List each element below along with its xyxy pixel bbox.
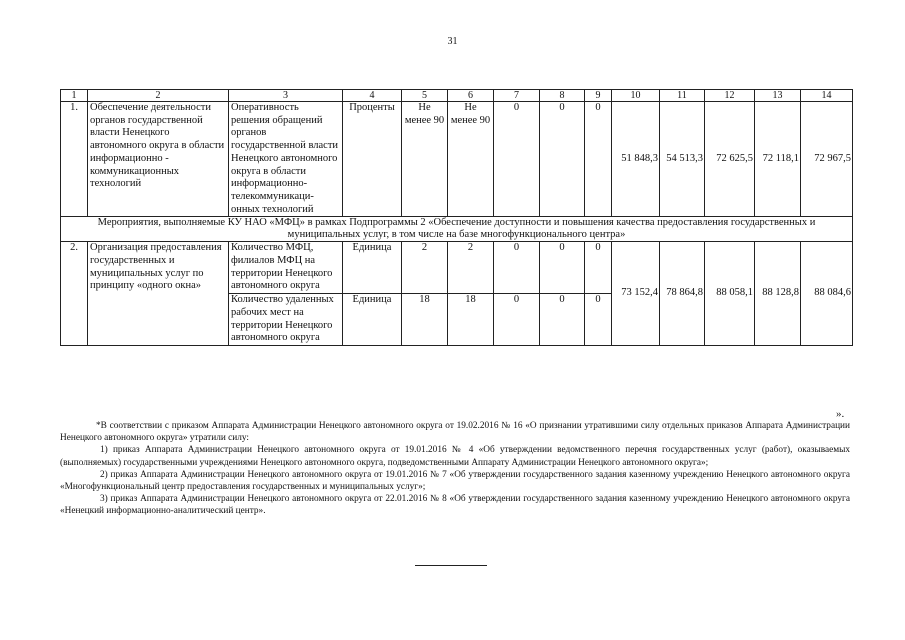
header-cell: 4 bbox=[343, 90, 402, 102]
table-row-2a bbox=[61, 242, 853, 294]
funding-cell-13: 72 118,1 bbox=[755, 102, 801, 217]
row-number: 1. bbox=[61, 102, 88, 217]
header-cell: 13 bbox=[755, 90, 801, 102]
value-cell-5: Не менее 90 bbox=[402, 102, 448, 217]
header-cell: 9 bbox=[585, 90, 612, 102]
header-cell: 10 bbox=[612, 90, 660, 102]
unit-cell: Единица bbox=[343, 294, 402, 346]
footnote-item: 1) приказ Аппарата Администрации Ненецкого автономного округа от 19.01.2016 № 4 «Об утверждении ведомственного перечня государственных услуг (работ), оказываемых (выполняемых) государственными учреждениями Ненецкого автономного округа, подведомственными Аппарату Администрации Ненецкого автономного округа»; bbox=[60, 445, 850, 468]
header-cell: 2 bbox=[88, 90, 229, 102]
footnote-item: 2) приказ Аппарата Администрации Ненецкого автономного округа от 19.01.2016 № 7 «Об утверждении государственного задания казенному учреждению Ненецкого автономного округа «Многофункциональный центр предоставления государственных и муниципальных услуг»; bbox=[60, 469, 850, 493]
funding-cell-10: 51 848,3 bbox=[612, 102, 660, 217]
indicator-name: Оперативность решения обращений органов государственной власти Ненецкого автономного округа в области информационно-телекоммуникаци-онных технологий bbox=[229, 102, 343, 217]
header-cell: 3 bbox=[229, 90, 343, 102]
activity-name: Обеспечение деятельности органов государственной власти Ненецкого автономного округа в области информационно - коммуникационных технологий bbox=[88, 102, 229, 217]
footnote-item: 3) приказ Аппарата Администрации Ненецкого автономного округа от 22.01.2016 № 8 «Об утверждении государственного задания казенному учреждению Ненецкого автономного округа «Ненецкий информационно-аналитический центр». bbox=[60, 494, 850, 517]
funding-cell-14: 88 084,6 bbox=[801, 242, 853, 346]
value-cell-6: Не менее 90 bbox=[448, 102, 494, 217]
unit-cell: Проценты bbox=[343, 102, 402, 217]
header-cell: 12 bbox=[705, 90, 755, 102]
funding-cell-10: 73 152,4 bbox=[612, 242, 660, 346]
separator-line bbox=[415, 565, 487, 566]
section-title: Мероприятия, выполняемые КУ НАО «МФЦ» в рамках Подпрограммы 2 «Обеспечение доступности и повышения качества предоставления государственных и муниципальных услуг, в том числе на базе многофункционального центра» bbox=[61, 217, 853, 242]
page-number: 31 bbox=[447, 36, 458, 47]
row-number: 2. bbox=[61, 242, 88, 346]
value-cell-5: 2 bbox=[402, 242, 448, 294]
column-number-row bbox=[61, 90, 853, 102]
program-table bbox=[60, 89, 853, 346]
header-cell: 6 bbox=[448, 90, 494, 102]
table-row-1 bbox=[61, 102, 853, 217]
value-cell-8: 0 bbox=[540, 102, 585, 217]
value-cell-8: 0 bbox=[540, 294, 585, 346]
unit-cell: Единица bbox=[343, 242, 402, 294]
funding-cell-12: 88 058,1 bbox=[705, 242, 755, 346]
value-cell-6: 18 bbox=[448, 294, 494, 346]
funding-cell-12: 72 625,5 bbox=[705, 102, 755, 217]
value-cell-7: 0 bbox=[494, 242, 540, 294]
closing-quote: ». bbox=[836, 408, 845, 420]
funding-cell-13: 88 128,8 bbox=[755, 242, 801, 346]
footnote-intro: *В соответствии с приказом Аппарата Администрации Ненецкого автономного округа от 19.02.2016 № 16 «О признании утратившими силу отдельных приказов Аппарата Администрации Ненецкого автономного округа» утратили силу: bbox=[60, 421, 850, 444]
footnotes bbox=[60, 420, 850, 518]
header-cell: 11 bbox=[660, 90, 705, 102]
header-cell: 8 bbox=[540, 90, 585, 102]
value-cell-7: 0 bbox=[494, 294, 540, 346]
activity-name: Организация предоставления государственных и муниципальных услуг по принципу «одного окна» bbox=[88, 242, 229, 346]
value-cell-6: 2 bbox=[448, 242, 494, 294]
header-cell: 5 bbox=[402, 90, 448, 102]
value-cell-8: 0 bbox=[540, 242, 585, 294]
indicator-name: Количество МФЦ, филиалов МФЦ на территории Ненецкого автономного округа bbox=[229, 242, 343, 294]
indicator-name: Количество удаленных рабочих мест на территории Ненецкого автономного округа bbox=[229, 294, 343, 346]
header-cell: 7 bbox=[494, 90, 540, 102]
header-cell: 14 bbox=[801, 90, 853, 102]
header-cell: 1 bbox=[61, 90, 88, 102]
funding-cell-11: 54 513,3 bbox=[660, 102, 705, 217]
value-cell-9: 0 bbox=[585, 242, 612, 294]
section-title-row bbox=[61, 217, 853, 242]
value-cell-9: 0 bbox=[585, 102, 612, 217]
value-cell-5: 18 bbox=[402, 294, 448, 346]
funding-cell-11: 78 864,8 bbox=[660, 242, 705, 346]
value-cell-7: 0 bbox=[494, 102, 540, 217]
value-cell-9: 0 bbox=[585, 294, 612, 346]
funding-cell-14: 72 967,5 bbox=[801, 102, 853, 217]
